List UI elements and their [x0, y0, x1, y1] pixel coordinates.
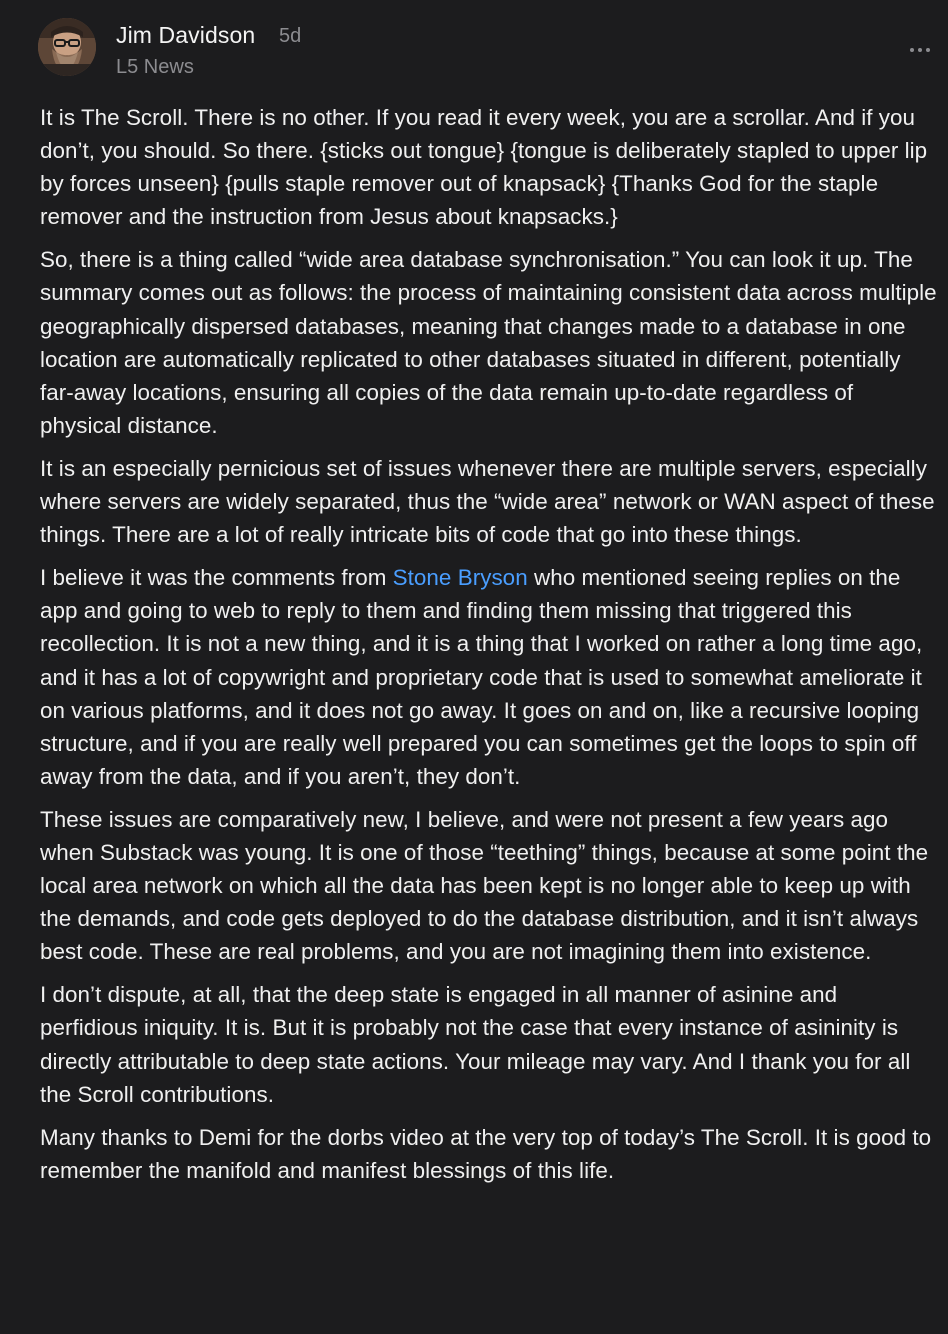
comment-header — [38, 18, 938, 78]
comment-body — [40, 101, 940, 1197]
timestamp[interactable]: 5d — [279, 25, 302, 47]
comment-paragraph: So, there is a thing called “wide area database synchronisation.” You can look it up. The summary comes out as follows: the process of maintaining consistent data across multiple geographically dispersed databases, meaning that changes made to a database in one location are automatically replicated to other databases situated in different, potentially far-away locations, ensuring all copies of the data remain up-to-date regardless of physical distance. — [40, 247, 937, 438]
comment-paragraph: These issues are comparatively new, I believe, and were not present a few years ago when Substack was young. It is one of those “teething” things, because at some point the local area network on which all the data has been kept is no longer able to keep up with the demands, and code gets deployed to do the database distribution, and it isn’t always best code. These are real problems, and you are not imagining them into existence. — [40, 806, 929, 965]
publication-name[interactable]: L5 News — [116, 56, 194, 78]
paragraph-text: I believe it was the comments from — [40, 565, 393, 591]
paragraph-text: who mentioned seeing replies on the app and going to web to reply to them and finding them missing that triggered this recollection. It is not a new thing, and it is a thing that I worked on rather a long time ago, and it has a lot of copywright and proprietary code that is used to somewhat ameliorate it on various platforms, and it does not go away. It goes on and on, like a recursive looping structure, and if you are really well prepared you can sometimes get the loops to spin off away from the data, and if you aren’t, they don’t. — [40, 565, 923, 789]
comment-paragraph: It is The Scroll. There is no other. If you read it every week, you are a scrollar. And if you don’t, you should. So there. {sticks out tongue} {tongue is deliberately stapled to upper lip by forces unseen} {pulls staple remover out of knapsack} {Thanks God for the staple remover and the instruction from Jesus about knapsacks.} — [40, 105, 928, 230]
comment-paragraph — [40, 561, 940, 793]
comment-paragraph: Many thanks to Demi for the dorbs video at the very top of today’s The Scroll. It is good to remember the manifold and manifest blessings of this life. — [40, 1124, 932, 1183]
more-horizontal-icon — [906, 36, 934, 64]
user-mention-link[interactable]: Stone Bryson — [392, 565, 528, 591]
avatar[interactable] — [38, 18, 96, 76]
author-name[interactable]: Jim Davidson — [116, 22, 256, 48]
comment-paragraph: I don’t dispute, at all, that the deep state is engaged in all manner of asinine and perfidious iniquity. It is. But it is probably not the case that every instance of asininity is directly attributable to deep state actions. Your mileage may vary. And I thank you for all the Scroll contributions. — [40, 982, 911, 1107]
comment-paragraph: It is an especially pernicious set of issues whenever there are multiple servers, especially where servers are widely separated, thus the “wide area” network or WAN aspect of these things. There are a lot of really intricate bits of code that go into these things. — [40, 455, 935, 548]
more-options-button[interactable] — [906, 36, 934, 64]
avatar-image — [38, 18, 96, 76]
